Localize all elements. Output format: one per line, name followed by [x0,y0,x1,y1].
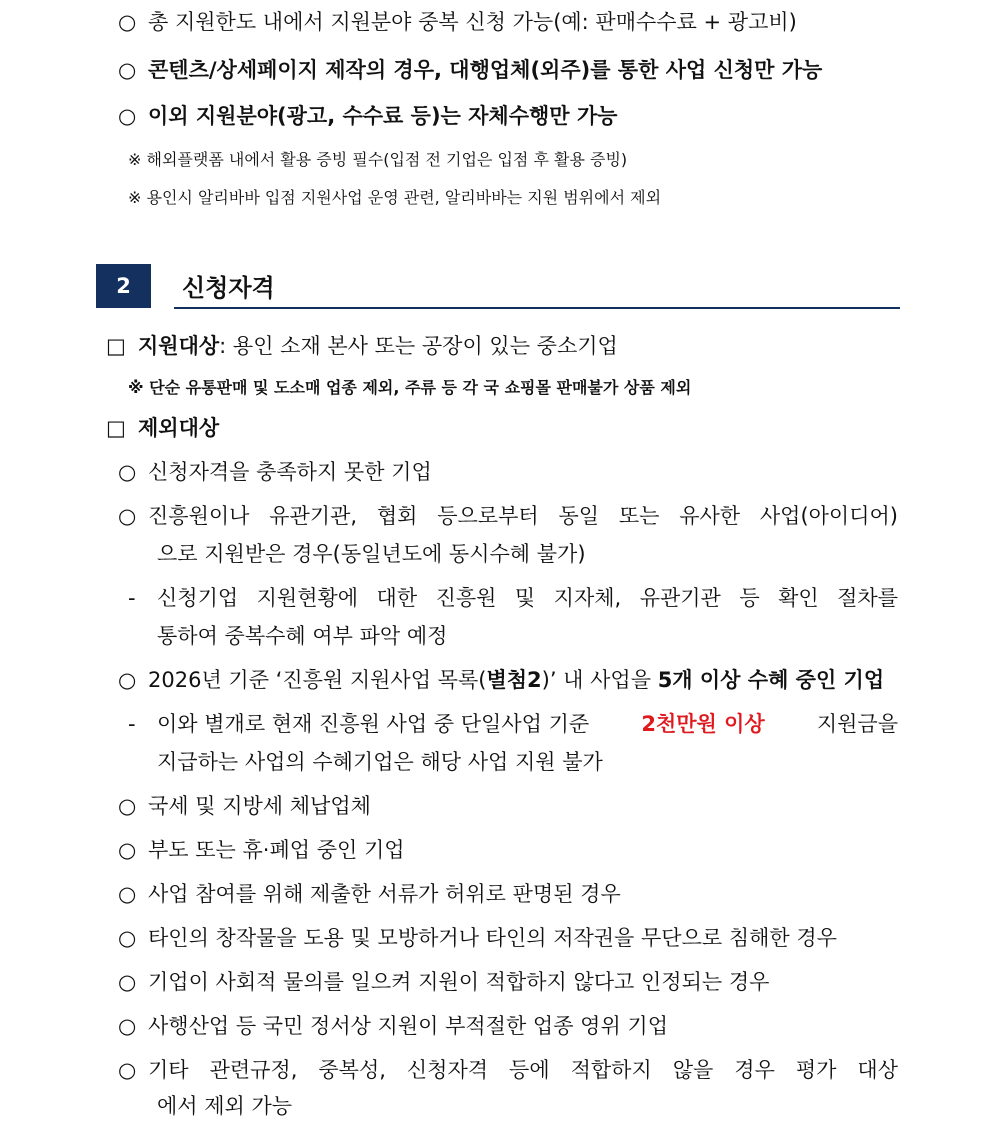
target-line [106,334,618,359]
circle-bullet: ○ [118,926,137,950]
dash-bullet: - [128,586,136,610]
emphasis-text: 5개 이상 수혜 중인 기업 [657,668,885,692]
exclusion-item-1 [118,460,432,485]
exclusion-sub-item-2 [128,586,898,611]
scope-item-2 [118,58,822,83]
exclusion-item-text: 진흥원이나 유관기관, 협회 등으로부터 동일 또는 유사한 사업(아이디어) [148,504,898,528]
exclusion-sub-text: 이와 별개로 현재 진흥원 사업 중 단일사업 기준 [157,712,590,736]
circle-bullet: ○ [118,460,137,484]
exclusion-item-2-cont: 으로 지원받은 경우(동일년도에 동시수혜 불가) [157,542,586,566]
exclusion-item-text: )’ 내 사업을 [541,668,658,692]
circle-bullet: ○ [118,1058,137,1082]
exclusion-item-4 [118,794,371,819]
target-note: ※ 단순 유통판매 및 도소매 업종 제외, 주류 등 각 국 쇼핑몰 판매불가 상품 제외 [128,378,692,397]
exclusion-item-text: 부도 또는 휴·폐업 중인 기업 [148,838,405,862]
exclusion-item-7 [118,926,837,951]
section-number: 2 [96,264,151,308]
scope-item-text: 이외 지원분야(광고, 수수료 등)는 자체수행만 가능 [148,104,618,128]
exclusion-item-text: 국세 및 지방세 체납업체 [148,794,371,818]
exclusion-item-6 [118,882,621,907]
scope-item-3 [118,104,617,129]
exclusion-item-3 [118,668,884,693]
exclusion-sub-text: 신청기업 지원현황에 대한 진흥원 및 지자체, 유관기관 등 확인 절차를 [157,586,898,610]
scope-item-1 [118,10,797,35]
section-header [96,264,900,310]
scope-note-1: ※ 해외플랫폼 내에서 활용 증빙 필수(입점 전 기업은 입점 후 활용 증빙) [128,150,628,169]
exclusion-sub-item-3 [128,712,898,737]
exclusion-sub-item-2-cont: 통하여 중복수혜 여부 파악 예정 [157,624,448,648]
exclusion-item-2 [118,504,898,529]
circle-bullet: ○ [118,104,137,128]
circle-bullet: ○ [118,668,137,692]
square-bullet: □ [106,334,126,358]
exclusion-sub-item-3-cont: 지급하는 사업의 수혜기업은 해당 사업 지원 불가 [157,750,603,774]
target-text: : 용인 소재 본사 또는 공장이 있는 중소기업 [219,334,618,358]
exclusion-sub-text: 지원금을 [816,712,898,736]
exclusion-item-text: 기업이 사회적 물의를 일으켜 지원이 적합하지 않다고 인정되는 경우 [148,970,770,994]
square-bullet: □ [106,416,126,440]
circle-bullet: ○ [118,1014,137,1038]
circle-bullet: ○ [118,970,137,994]
exclusion-item-text: 사업 참여를 위해 제출한 서류가 허위로 판명된 경우 [148,882,621,906]
scope-item-text: 콘텐츠/상세페이지 제작의 경우, 대행업체(외주)를 통한 사업 신청만 가능 [148,58,823,82]
exclusion-item-text: 사행산업 등 국민 정서상 지원이 부적절한 업종 영위 기업 [148,1014,668,1038]
appendix-reference: 별첨2 [486,668,542,692]
section-title: 신청자격 [182,274,275,302]
section-divider [174,307,900,309]
exclusion-label: 제외대상 [138,416,220,440]
exclusion-item-9 [118,1014,668,1039]
exclusion-item-8 [118,970,769,995]
exclusion-heading [106,416,219,441]
circle-bullet: ○ [118,58,137,82]
circle-bullet: ○ [118,838,137,862]
exclusion-item-10 [118,1058,898,1083]
scope-item-text: 총 지원한도 내에서 지원분야 중복 신청 가능(예: 판매수수료 + 광고비) [148,10,797,34]
circle-bullet: ○ [118,882,137,906]
exclusion-item-5 [118,838,405,863]
exclusion-item-text: 신청자격을 충족하지 못한 기업 [148,460,432,484]
exclusion-item-text: 2026년 기준 ‘진흥원 지원사업 목록( [148,668,487,692]
dash-bullet: - [128,712,136,736]
exclusion-item-text: 타인의 창작물을 도용 및 모방하거나 타인의 저작권을 무단으로 침해한 경우 [148,926,837,950]
exclusion-item-text: 기타 관련규정, 중복성, 신청자격 등에 적합하지 않을 경우 평가 대상 [148,1058,898,1082]
circle-bullet: ○ [118,10,137,34]
amount-highlight: 2천만원 이상 [641,712,765,736]
exclusion-item-10-cont: 에서 제외 가능 [157,1094,293,1118]
target-label: 지원대상 [138,334,220,358]
circle-bullet: ○ [118,794,137,818]
circle-bullet: ○ [118,504,137,528]
scope-note-2: ※ 용인시 알리바바 입점 지원사업 운영 관련, 알리바바는 지원 범위에서 제외 [128,188,662,207]
